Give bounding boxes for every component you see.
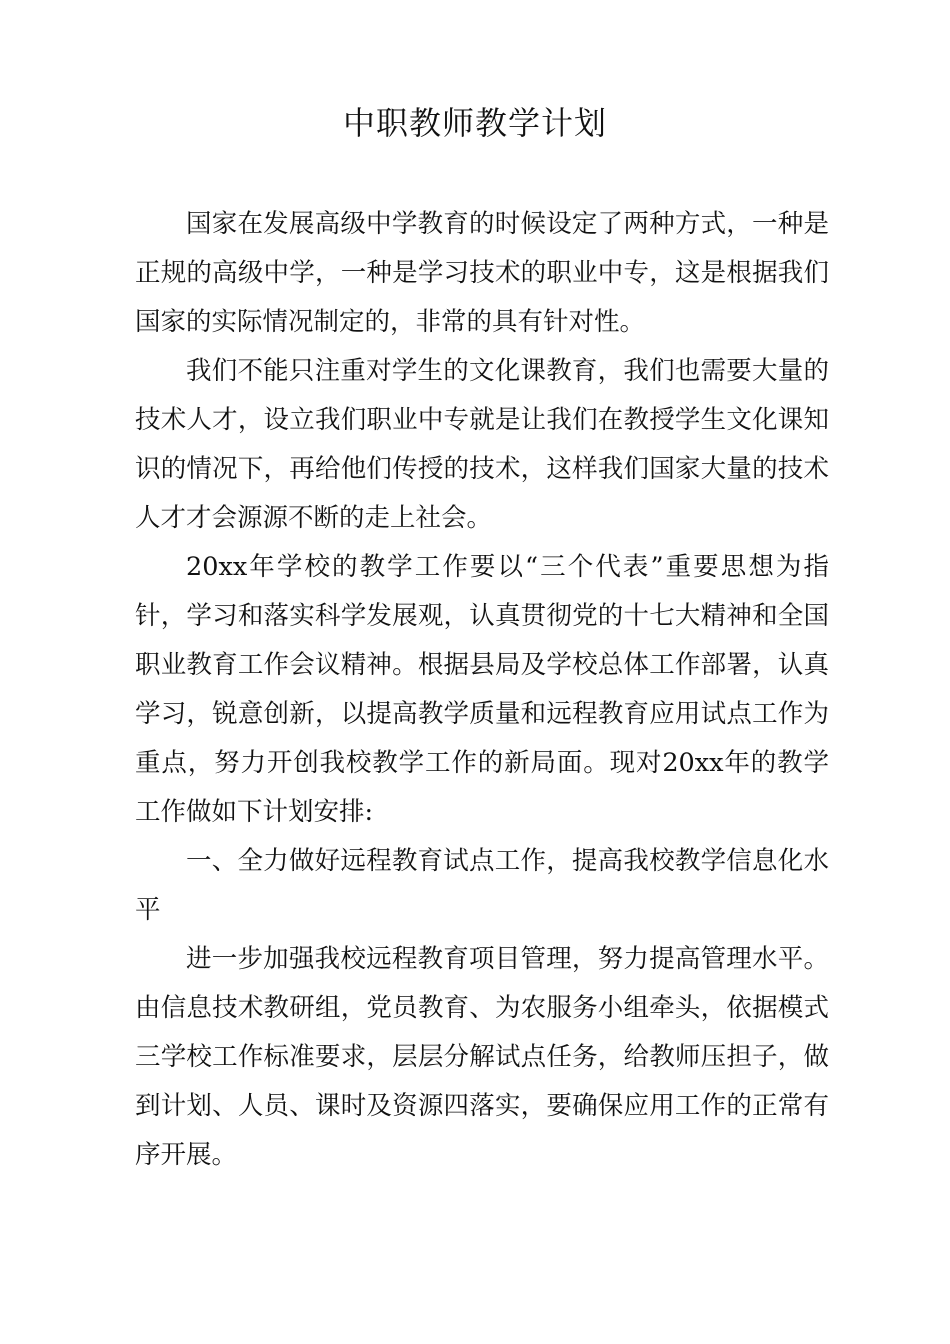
- paragraph-remote-education: 进一步加强我校远程教育项目管理，努力提高管理水平。由信息技术教研组，党员教育、为农服务小组牵头，依据模式三学校工作标准要求，层层分解试点任务，给教师压担子，做到计划、人员、课时及资源四落实，要确保应用工作的正常有序开展。: [135, 944, 829, 1170]
- paragraph-talent: 我们不能只注重对学生的文化课教育，我们也需要大量的技术人才，设立我们职业中专就是让我们在教授学生文化课知识的情况下，再给他们传授的技术，这样我们国家大量的技术人才才会源源不断的走上社会。: [135, 356, 829, 533]
- paragraph-intro: 国家在发展高级中学教育的时候设定了两种方式，一种是正规的高级中学，一种是学习技术的职业中专，这是根据我们国家的实际情况制定的，非常的具有针对性。: [135, 209, 829, 337]
- document-body: [135, 200, 829, 1180]
- section-heading-1: 一、全力做好远程教育试点工作，提高我校教学信息化水平: [135, 846, 829, 925]
- document-title: 中职教师教学计划: [342, 104, 607, 142]
- paragraph-guiding-principle: 20xx年学校的教学工作要以“三个代表”重要思想为指针，学习和落实科学发展观，认真贯彻党的十七大精神和全国职业教育工作会议精神。根据县局及学校总体工作部署，认真学习，锐意创新，以提高教学质量和远程教育应用试点工作为重点，努力开创我校教学工作的新局面。现对20xx年的教学工作做如下计划安排:: [135, 552, 829, 827]
